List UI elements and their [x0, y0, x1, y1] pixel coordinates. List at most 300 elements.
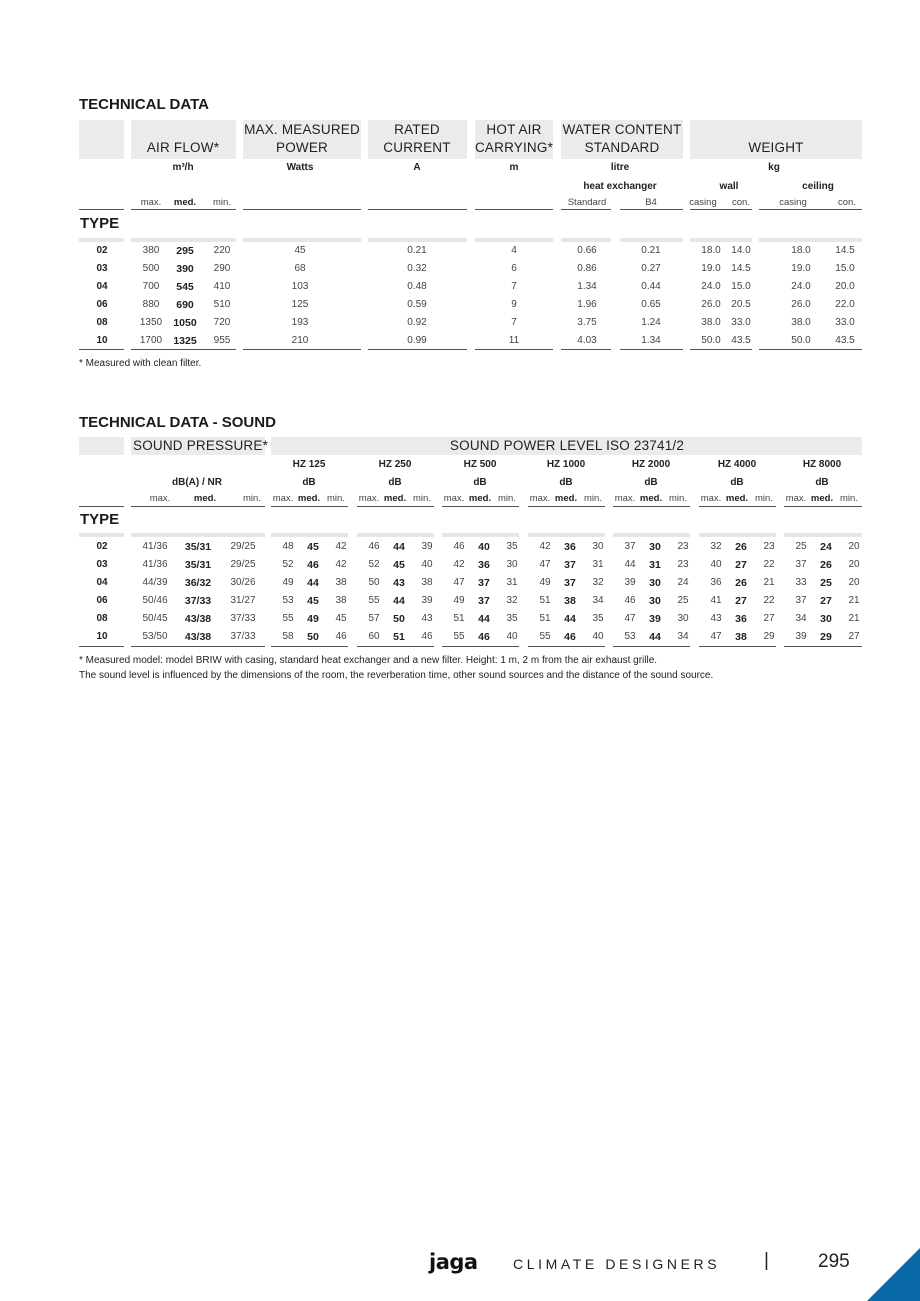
power-med: 30	[820, 613, 832, 625]
jaga-logo: jaga	[429, 1250, 478, 1274]
air-flow-min: 955	[213, 335, 231, 346]
power-med: 37	[478, 577, 490, 589]
divider	[442, 506, 519, 507]
band-unit: dB	[644, 477, 658, 488]
band-unit: dB	[388, 477, 402, 488]
power-min: 39	[421, 595, 433, 606]
divider	[243, 209, 361, 210]
power-med: 44	[393, 595, 405, 607]
water-standard: 3.75	[577, 317, 597, 328]
power-min: 46	[421, 631, 433, 642]
current-cell: 0.48	[407, 281, 427, 292]
sub-ceiling: ceiling	[802, 181, 834, 192]
divider	[620, 209, 683, 210]
power-med: 27	[735, 559, 747, 571]
air-flow-min: 720	[213, 317, 231, 328]
weight-cell: 24.0	[701, 281, 721, 292]
divider	[271, 646, 348, 647]
divider	[475, 209, 553, 210]
power-med: 37	[564, 559, 576, 571]
pressure-min: 31/27	[230, 595, 256, 606]
separator: |	[764, 1250, 769, 1271]
divider	[79, 349, 124, 350]
power-med: 26	[820, 559, 832, 571]
pressure-med: 43/38	[184, 613, 212, 625]
col-label-med: med.	[725, 493, 749, 504]
power-max: 53	[282, 595, 294, 606]
divider	[690, 209, 752, 210]
divider	[368, 209, 467, 210]
power-med: 24	[820, 541, 832, 553]
air-flow-med: 1050	[173, 317, 197, 329]
row-separator-bar	[243, 238, 361, 242]
hot-air-cell: 7	[511, 281, 517, 292]
col-label-max: max.	[358, 493, 380, 504]
power-min: 34	[592, 595, 604, 606]
power-min: 38	[335, 595, 347, 606]
col-label-med: med.	[193, 493, 217, 504]
weight-cell: 50.0	[701, 335, 721, 346]
power-max: 46	[453, 541, 465, 552]
tagline: CLIMATE DESIGNERS	[513, 1256, 721, 1272]
row-separator-bar	[79, 238, 124, 242]
col-label-casing: casing	[689, 197, 717, 208]
power-max: 47	[710, 631, 722, 642]
col-label-max: max.	[614, 493, 636, 504]
header-hot-air-2: CARRYING*	[474, 140, 554, 155]
divider	[613, 646, 690, 647]
row-separator-bar	[690, 238, 752, 242]
col-label-con: con.	[732, 197, 750, 208]
power-max: 37	[795, 559, 807, 570]
row-separator-bar	[368, 238, 467, 242]
power-med: 30	[649, 595, 661, 607]
air-flow-med: 1325	[173, 335, 197, 347]
power-med: 26	[735, 577, 747, 589]
power-max: 40	[710, 559, 722, 570]
row-separator-bar	[699, 533, 776, 537]
divider	[368, 349, 467, 350]
power-min: 43	[421, 613, 433, 624]
power-med: 44	[393, 541, 405, 553]
air-flow-med: 390	[176, 263, 194, 275]
type-cell: 08	[96, 317, 108, 328]
col-label-min: min.	[413, 493, 431, 504]
air-flow-max: 380	[142, 245, 160, 256]
power-cell: 68	[294, 263, 306, 274]
power-med: 37	[564, 577, 576, 589]
power-med: 39	[649, 613, 661, 625]
water-standard: 4.03	[577, 335, 597, 346]
power-max: 52	[368, 559, 380, 570]
air-flow-min: 290	[213, 263, 231, 274]
header-water-2: STANDARD	[584, 140, 660, 155]
power-med: 45	[307, 541, 319, 553]
footnote: * Measured model: model BRIW with casing, standard heat exchanger and a new filter. Height: 1 m, 2 m from the air exhaust grille.	[79, 655, 658, 666]
type-cell: 08	[96, 613, 108, 624]
type-cell: 04	[96, 281, 108, 292]
power-min: 38	[335, 577, 347, 588]
power-max: 49	[282, 577, 294, 588]
power-med: 36	[478, 559, 490, 571]
divider	[759, 349, 862, 350]
pressure-med: 36/32	[184, 577, 212, 589]
band-unit: dB	[559, 477, 573, 488]
unit-sound-pressure: dB(A) / NR	[172, 477, 222, 488]
weight-cell: 22.0	[835, 299, 855, 310]
section-title: TECHNICAL DATA - SOUND	[79, 414, 276, 431]
weight-cell: 50.0	[791, 335, 811, 346]
row-separator-bar	[784, 533, 862, 537]
divider	[131, 506, 265, 507]
row-separator-bar	[131, 238, 236, 242]
power-max: 39	[624, 577, 636, 588]
power-med: 25	[820, 577, 832, 589]
power-med: 46	[564, 631, 576, 643]
power-med: 30	[649, 577, 661, 589]
divider	[79, 506, 124, 507]
pressure-min: 30/26	[230, 577, 256, 588]
weight-cell: 43.5	[835, 335, 855, 346]
power-med: 30	[649, 541, 661, 553]
power-cell: 210	[291, 335, 309, 346]
air-flow-med: 295	[176, 245, 194, 257]
pressure-max: 50/45	[142, 613, 168, 624]
type-label: TYPE	[80, 511, 120, 528]
power-cell: 45	[294, 245, 306, 256]
col-label-min: min.	[213, 197, 231, 208]
footnote: * Measured with clean filter.	[79, 358, 202, 369]
power-min: 24	[677, 577, 689, 588]
type-cell: 02	[96, 245, 108, 256]
water-b4: 0.21	[641, 245, 661, 256]
pressure-med: 43/38	[184, 631, 212, 643]
header-current-2: CURRENT	[383, 140, 451, 155]
power-max: 34	[795, 613, 807, 624]
divider	[561, 349, 611, 350]
power-max: 55	[368, 595, 380, 606]
power-min: 32	[506, 595, 518, 606]
col-label-med: med.	[297, 493, 321, 504]
power-med: 40	[478, 541, 490, 553]
band-label: HZ 8000	[802, 459, 842, 470]
power-med: 29	[820, 631, 832, 643]
col-label-min: min.	[669, 493, 687, 504]
pressure-max: 41/36	[142, 541, 168, 552]
col-label-min: min.	[243, 493, 261, 504]
unit-power: Watts	[286, 162, 314, 173]
power-med: 46	[307, 559, 319, 571]
divider	[271, 506, 348, 507]
power-min: 35	[592, 613, 604, 624]
type-cell: 06	[96, 299, 108, 310]
power-med: 49	[307, 613, 319, 625]
power-min: 42	[335, 559, 347, 570]
power-med: 38	[735, 631, 747, 643]
band-label: HZ 125	[292, 459, 326, 470]
power-max: 48	[282, 541, 294, 552]
col-label-med: med.	[554, 493, 578, 504]
weight-cell: 20.5	[731, 299, 751, 310]
power-min: 20	[848, 541, 860, 552]
water-b4: 0.44	[641, 281, 661, 292]
power-med: 43	[393, 577, 405, 589]
power-max: 43	[710, 613, 722, 624]
col-label-max: max.	[443, 493, 465, 504]
power-max: 49	[453, 595, 465, 606]
sub-heat-exchanger: heat exchanger	[583, 181, 657, 192]
pressure-min: 37/33	[230, 631, 256, 642]
unit-water: litre	[610, 162, 630, 173]
power-min: 23	[763, 541, 775, 552]
power-max: 51	[539, 613, 551, 624]
power-min: 38	[421, 577, 433, 588]
power-min: 35	[506, 541, 518, 552]
divider	[784, 646, 862, 647]
divider	[79, 209, 124, 210]
band-unit: dB	[473, 477, 487, 488]
power-med: 38	[564, 595, 576, 607]
power-min: 40	[592, 631, 604, 642]
power-med: 50	[307, 631, 319, 643]
power-min: 39	[421, 541, 433, 552]
power-min: 21	[848, 613, 860, 624]
water-b4: 1.34	[641, 335, 661, 346]
power-cell: 193	[291, 317, 309, 328]
air-flow-max: 1350	[139, 317, 163, 328]
page-number: 295	[818, 1251, 850, 1272]
band-label: HZ 2000	[631, 459, 671, 470]
pressure-max: 50/46	[142, 595, 168, 606]
pressure-max: 53/50	[142, 631, 168, 642]
air-flow-min: 510	[213, 299, 231, 310]
weight-cell: 19.0	[701, 263, 721, 274]
power-min: 25	[677, 595, 689, 606]
band-label: HZ 1000	[546, 459, 586, 470]
row-separator-bar	[442, 533, 519, 537]
water-standard: 1.34	[577, 281, 597, 292]
power-med: 26	[735, 541, 747, 553]
power-max: 49	[539, 577, 551, 588]
pressure-med: 35/31	[184, 541, 212, 553]
current-cell: 0.21	[407, 245, 427, 256]
power-min: 23	[677, 559, 689, 570]
power-min: 29	[763, 631, 775, 642]
type-cell: 03	[96, 263, 108, 274]
power-min: 22	[763, 559, 775, 570]
power-min: 30	[592, 541, 604, 552]
divider	[613, 506, 690, 507]
power-max: 53	[624, 631, 636, 642]
power-max: 60	[368, 631, 380, 642]
power-min: 30	[677, 613, 689, 624]
col-label-med: med.	[173, 197, 197, 208]
power-med: 36	[564, 541, 576, 553]
row-separator-bar	[561, 238, 611, 242]
weight-cell: 26.0	[701, 299, 721, 310]
divider	[528, 646, 605, 647]
power-med: 44	[564, 613, 576, 625]
power-cell: 125	[291, 299, 309, 310]
current-cell: 0.99	[407, 335, 427, 346]
power-min: 20	[848, 577, 860, 588]
hot-air-cell: 9	[511, 299, 517, 310]
col-label-casing: casing	[779, 197, 807, 208]
hot-air-cell: 6	[511, 263, 517, 274]
col-label-max: max.	[272, 493, 294, 504]
divider	[690, 349, 752, 350]
power-min: 45	[335, 613, 347, 624]
weight-cell: 24.0	[791, 281, 811, 292]
power-max: 36	[710, 577, 722, 588]
power-max: 42	[539, 541, 551, 552]
weight-cell: 26.0	[791, 299, 811, 310]
band-unit: dB	[815, 477, 829, 488]
power-max: 47	[539, 559, 551, 570]
band-unit: dB	[730, 477, 744, 488]
current-cell: 0.59	[407, 299, 427, 310]
row-separator-bar	[357, 533, 434, 537]
weight-cell: 38.0	[791, 317, 811, 328]
power-min: 21	[763, 577, 775, 588]
divider	[620, 349, 683, 350]
divider	[699, 506, 776, 507]
power-med: 51	[393, 631, 405, 643]
power-min: 32	[592, 577, 604, 588]
hot-air-cell: 11	[508, 335, 520, 346]
power-med: 31	[649, 559, 661, 571]
type-label: TYPE	[80, 215, 120, 232]
unit-weight: kg	[768, 162, 780, 173]
col-label-med: med.	[810, 493, 834, 504]
power-med: 44	[649, 631, 661, 643]
power-max: 58	[282, 631, 294, 642]
air-flow-med: 545	[176, 281, 194, 293]
weight-cell: 19.0	[791, 263, 811, 274]
power-min: 42	[335, 541, 347, 552]
type-cell: 06	[96, 595, 108, 606]
band-label: HZ 500	[463, 459, 497, 470]
pressure-med: 35/31	[184, 559, 212, 571]
power-max: 33	[795, 577, 807, 588]
col-label-max: max.	[140, 197, 162, 208]
divider	[357, 506, 434, 507]
unit-air-flow: m³/h	[172, 162, 194, 173]
air-flow-med: 690	[176, 299, 194, 311]
header-water-1: WATER CONTENT	[562, 122, 682, 137]
col-label-med: med.	[383, 493, 407, 504]
power-max: 55	[453, 631, 465, 642]
weight-cell: 14.0	[731, 245, 751, 256]
power-max: 57	[368, 613, 380, 624]
divider	[784, 506, 862, 507]
weight-cell: 33.0	[731, 317, 751, 328]
header-power-2: POWER	[275, 140, 329, 155]
power-med: 45	[307, 595, 319, 607]
corner-accent	[867, 1248, 920, 1301]
weight-cell: 43.5	[731, 335, 751, 346]
power-max: 25	[795, 541, 807, 552]
row-separator-bar	[475, 238, 553, 242]
weight-cell: 20.0	[835, 281, 855, 292]
power-max: 32	[710, 541, 722, 552]
current-cell: 0.92	[407, 317, 427, 328]
col-label-max: max.	[785, 493, 807, 504]
col-label-min: min.	[840, 493, 858, 504]
col-label-min: min.	[327, 493, 345, 504]
power-max: 46	[368, 541, 380, 552]
header-current-1: RATED	[394, 122, 440, 137]
power-min: 27	[763, 613, 775, 624]
band-label: HZ 250	[378, 459, 412, 470]
row-separator-bar	[131, 533, 265, 537]
power-min: 30	[506, 559, 518, 570]
power-max: 55	[282, 613, 294, 624]
divider	[131, 209, 236, 210]
power-med: 37	[478, 595, 490, 607]
power-max: 37	[624, 541, 636, 552]
weight-cell: 18.0	[791, 245, 811, 256]
power-max: 52	[282, 559, 294, 570]
water-standard: 1.96	[577, 299, 597, 310]
row-separator-bar	[613, 533, 690, 537]
row-separator-bar	[620, 238, 683, 242]
row-separator-bar	[79, 533, 124, 537]
pressure-max: 44/39	[142, 577, 168, 588]
divider	[79, 646, 124, 647]
power-min: 27	[848, 631, 860, 642]
divider	[131, 646, 265, 647]
power-max: 51	[539, 595, 551, 606]
band-unit: dB	[302, 477, 316, 488]
pressure-min: 37/33	[230, 613, 256, 624]
air-flow-max: 700	[142, 281, 160, 292]
power-max: 39	[795, 631, 807, 642]
type-cell: 02	[96, 541, 108, 552]
divider	[528, 506, 605, 507]
power-min: 21	[848, 595, 860, 606]
divider	[243, 349, 361, 350]
col-label-min: min.	[498, 493, 516, 504]
type-cell: 10	[96, 631, 108, 642]
weight-cell: 15.0	[835, 263, 855, 274]
pressure-max: 41/36	[142, 559, 168, 570]
pressure-min: 29/25	[230, 541, 256, 552]
row-separator-bar	[528, 533, 605, 537]
col-label-med: med.	[639, 493, 663, 504]
power-med: 27	[735, 595, 747, 607]
power-max: 42	[453, 559, 465, 570]
power-min: 40	[421, 559, 433, 570]
air-flow-max: 880	[142, 299, 160, 310]
footnote: The sound level is influenced by the dimensions of the room, the reverberation time, other sound sources and the distance of the sound source.	[79, 670, 714, 681]
col-label-max: max.	[700, 493, 722, 504]
row-separator-bar	[271, 533, 348, 537]
power-max: 47	[624, 613, 636, 624]
pressure-min: 29/25	[230, 559, 256, 570]
divider	[759, 209, 862, 210]
power-max: 46	[624, 595, 636, 606]
col-label-max: max.	[529, 493, 551, 504]
water-standard: 0.66	[577, 245, 597, 256]
header-cell	[79, 437, 124, 455]
col-label-con: con.	[838, 197, 856, 208]
row-separator-bar	[759, 238, 862, 242]
weight-cell: 18.0	[701, 245, 721, 256]
power-min: 40	[506, 631, 518, 642]
water-b4: 0.65	[641, 299, 661, 310]
power-max: 47	[453, 577, 465, 588]
